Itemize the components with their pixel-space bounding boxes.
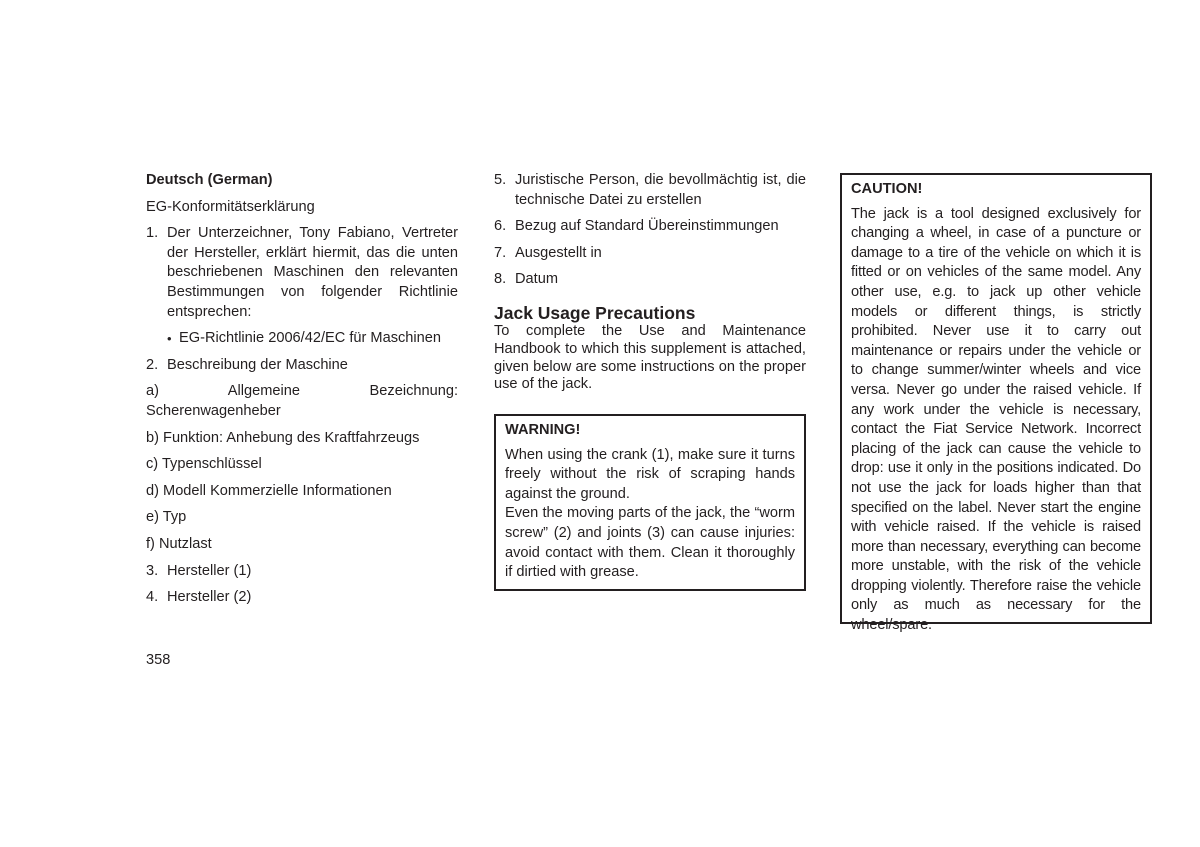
list-number: 2. (146, 356, 159, 373)
list-text: Ausgestellt in (515, 244, 602, 261)
list-item-1 (146, 224, 458, 322)
list-number: 1. (146, 225, 159, 242)
section-heading-german: Deutsch (German) (146, 172, 273, 188)
bullet-item-directive (167, 329, 458, 349)
list-text: Hersteller (2) (167, 589, 252, 606)
list-item-6 (494, 217, 806, 237)
list-number: 8. (494, 271, 507, 288)
declaration-title: EG-Konformitätserklärung (146, 198, 315, 215)
list-number: 6. (494, 218, 507, 235)
sub-item-f: f) Nutzlast (146, 535, 212, 552)
section-body: To complete the Use and Maintenance Handbook to which this supplement is attached, given below are some instructions on the proper use of the jack. (494, 322, 806, 393)
list-text: Juristische Person, die bevollmächtig ist, die technische Datei zu erstellen (515, 172, 806, 208)
left-column (146, 171, 458, 615)
list-item-4 (146, 588, 458, 608)
list-number: 7. (494, 244, 507, 261)
middle-column (494, 171, 806, 394)
list-item-7 (494, 244, 806, 264)
list-item-5 (494, 171, 806, 210)
warning-paragraph-2: Even the moving parts of the jack, the “worm screw” (2) and joints (3) can cause injuries: avoid contact with them. Clean it thoroughly if dirtied with grease. (505, 505, 795, 581)
list-number: 4. (146, 589, 159, 606)
list-text: Hersteller (1) (167, 562, 252, 579)
caution-body: The jack is a tool designed exclusively for changing a wheel, in case of a puncture or damage to a tire of the vehicle on which it is fitted or on vehicles of the same model. Any other use, e.g. to jack up other vehicle models or different things, is strictly prohibited. Never use it to carry out maintenance or repairs under the vehicle or to change summer/winter wheels and vice versa. Never go under the raised vehicle. If any work under the vehicle is necessary, contact the Fiat Service Network. Incorrect placing of the jack can cause the vehicle to drop: use it only in the positions indicated. Do not use the jack for loads higher than that specified on the label. Never start the engine with vehicle raised. If the vehicle is raised more than necessary, everything can become more unstable, with the risk of the vehicle dropping violently. Therefore raise the vehicle only as much as necessary for the wheel/spare. (851, 205, 1141, 634)
warning-box (494, 414, 806, 591)
sub-item-c: c) Typenschlüssel (146, 456, 262, 473)
caution-box (840, 173, 1152, 634)
page-number: 358 (146, 652, 171, 668)
caution-title: CAUTION! (851, 181, 923, 197)
sub-item-b: b) Funktion: Anhebung des Kraftfahrzeugs (146, 429, 420, 446)
sub-item-d: d) Modell Kommerzielle Informationen (146, 482, 392, 499)
list-number: 3. (146, 562, 159, 579)
warning-paragraph-1: When using the crank (1), make sure it turns freely without the risk of scraping hands against the ground. (505, 446, 795, 502)
list-text: Datum (515, 271, 558, 288)
sub-item-a: a) Allgemeine Bezeichnung: Scherenwagenheber (146, 383, 458, 419)
bullet-text: EG-Richtlinie 2006/42/EC für Maschinen (179, 330, 442, 347)
section-title-jack-precautions: Jack Usage Precautions (494, 302, 696, 323)
list-item-2 (146, 356, 458, 376)
warning-title: WARNING! (505, 422, 581, 438)
sub-item-e: e) Typ (146, 509, 187, 526)
bullet-icon: • (167, 331, 172, 347)
list-item-8 (494, 270, 806, 290)
list-text: Beschreibung der Maschine (167, 356, 348, 373)
list-text: Der Unterzeichner, Tony Fabiano, Vertreter der Hersteller, erklärt hiermit, das die unten beschriebenen Maschinen den relevanten Bestimmungen von folgender Richtlinie entsprechen: (167, 225, 458, 320)
list-text: Bezug auf Standard Übereinstimmungen (515, 218, 779, 235)
list-number: 5. (494, 172, 507, 188)
list-item-3 (146, 562, 458, 582)
